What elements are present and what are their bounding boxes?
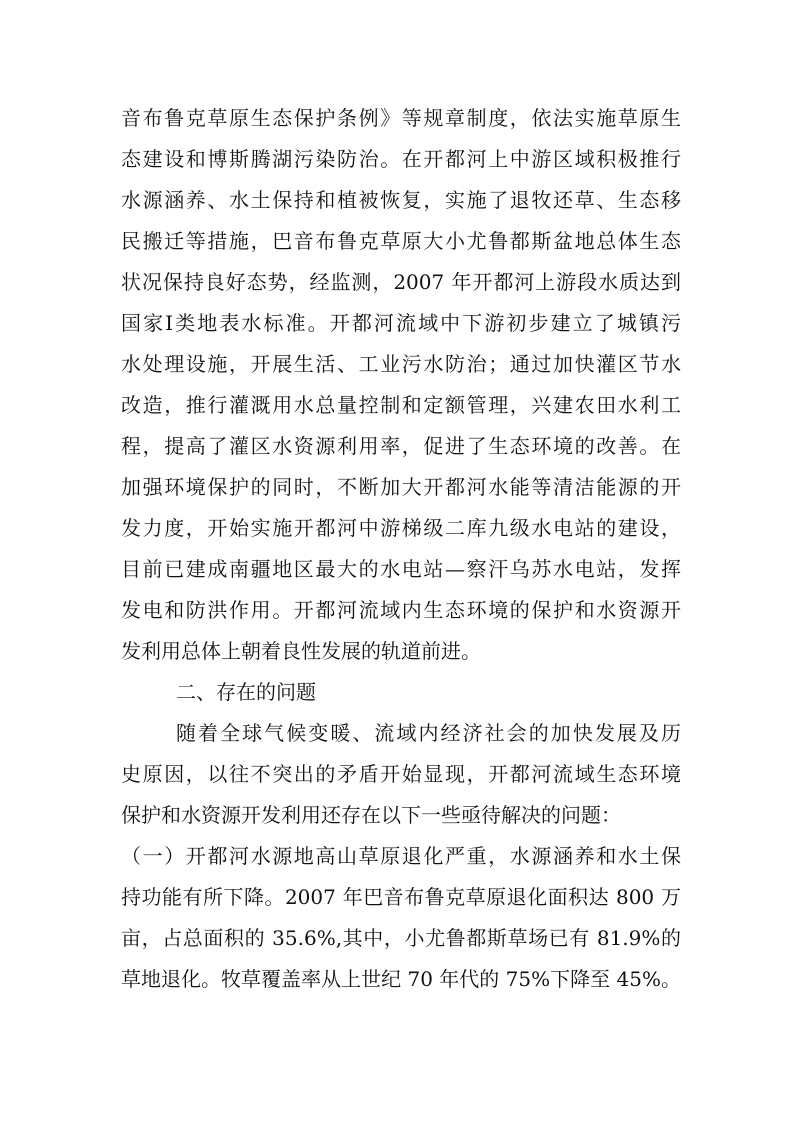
subsection-line: （一）开都河水源地高山草原退化严重，水源涵养和水土保 — [121, 844, 681, 868]
text-line: 态建设和博斯腾湖污染防治。在开都河上中游区域积极推行 — [121, 147, 681, 171]
text-line: 水源涵养、水土保持和植被恢复，实施了退牧还草、生态移 — [121, 188, 681, 212]
text-line: 水处理设施，开展生活、工业污水防治；通过加快灌区节水 — [121, 352, 681, 376]
paragraph-last-line: 保护和水资源开发利用还存在以下一些亟待解决的问题： — [121, 803, 621, 827]
text-line: 目前已建成南疆地区最大的水电站—察汗乌苏水电站，发挥 — [121, 557, 681, 581]
text-line: 史原因，以往不突出的矛盾开始显现，开都河流域生态环境 — [121, 762, 681, 786]
text-line: 音布鲁克草原生态保护条例》等规章制度，依法实施草原生 — [121, 106, 681, 130]
text-line: 改造，推行灌溉用水总量控制和定额管理，兴建农田水利工 — [121, 393, 681, 417]
text-line: 民搬迁等措施，巴音布鲁克草原大小尤鲁都斯盆地总体生态 — [121, 229, 681, 253]
text-line: 国家Ⅰ类地表水标准。开都河流域中下游初步建立了城镇污 — [121, 311, 681, 335]
section-heading: 二、存在的问题 — [176, 680, 316, 704]
text-line: 发力度，开始实施开都河中游梯级二库九级水电站的建设， — [121, 516, 681, 540]
text-line: 程，提高了灌区水资源利用率，促进了生态环境的改善。在 — [121, 434, 681, 458]
paragraph-last-line: 发利用总体上朝着良性发展的轨道前进。 — [121, 639, 481, 663]
text-line: 持功能有所下降。2007 年巴音布鲁克草原退化面积达 800 万 — [121, 885, 681, 909]
text-line: 加强环境保护的同时，不断加大开都河水能等清洁能源的开 — [121, 475, 681, 499]
text-line: 草地退化。牧草覆盖率从上世纪 70 年代的 75%下降至 45%。 — [121, 967, 681, 991]
text-line: 发电和防洪作用。开都河流域内生态环境的保护和水资源开 — [121, 598, 681, 622]
text-line: 亩，占总面积的 35.6%,其中，小尤鲁都斯草场已有 81.9%的 — [121, 926, 681, 950]
text-line: 状况保持良好态势，经监测，2007 年开都河上游段水质达到 — [121, 270, 681, 294]
paragraph-first-line: 随着全球气候变暖、流域内经济社会的加快发展及历 — [176, 721, 681, 745]
